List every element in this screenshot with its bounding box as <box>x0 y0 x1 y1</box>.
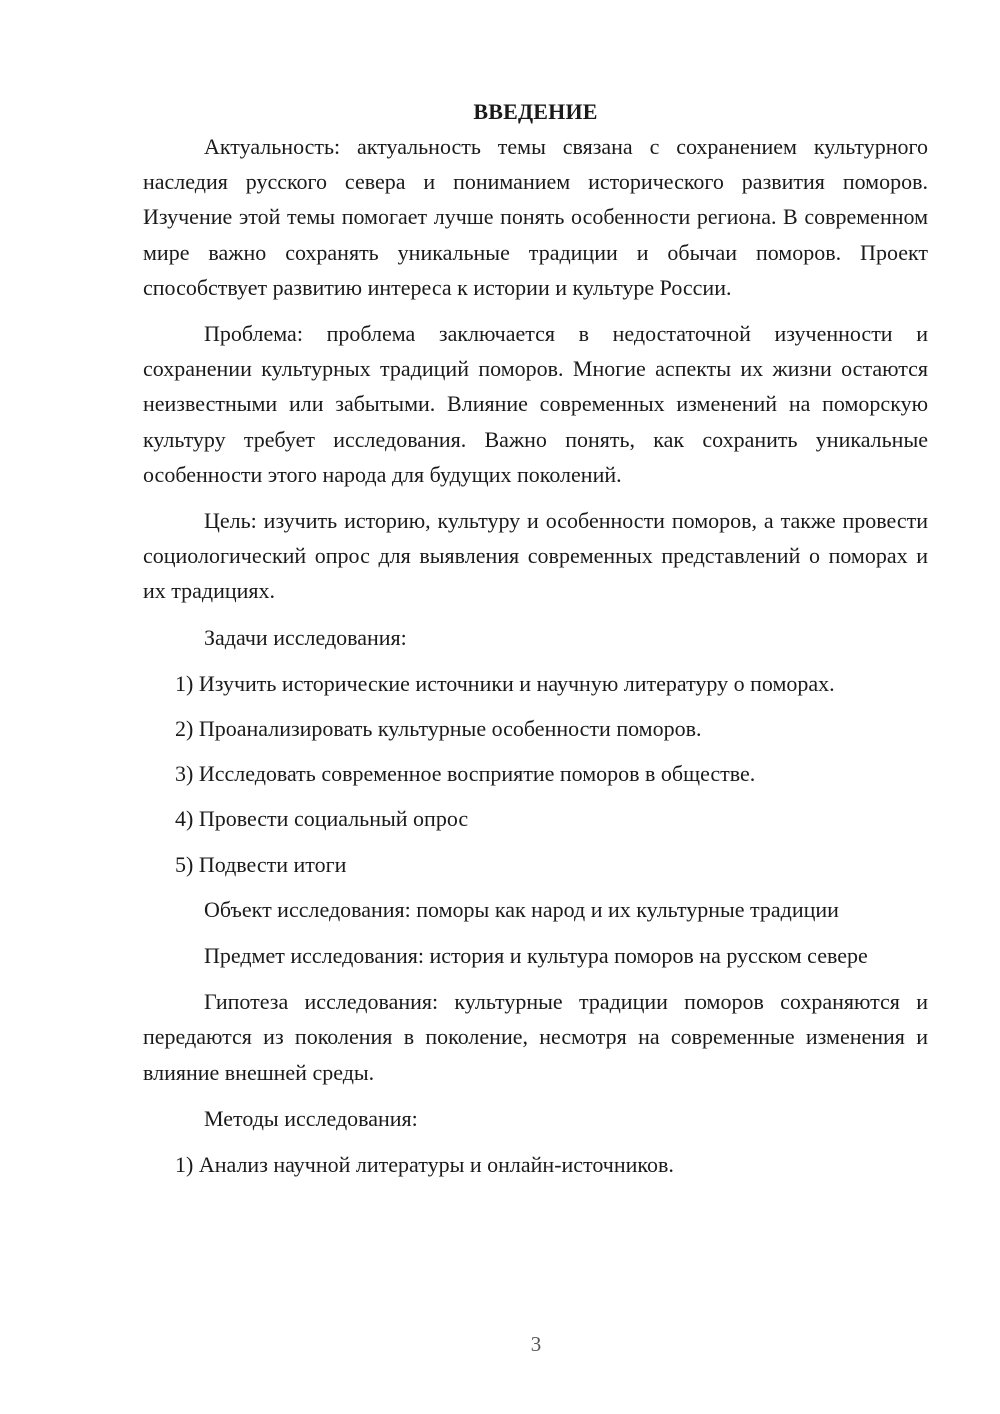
methods-heading: Методы исследования: <box>204 1105 418 1131</box>
tasks-heading: Задачи исследования: <box>204 624 407 650</box>
object-paragraph: Объект исследования: поморы как народ и их культурные традиции <box>204 896 839 922</box>
method-item-1: 1) Анализ научной литературы и онлайн-источников. <box>175 1152 674 1178</box>
task-item-4: 4) Провести социальный опрос <box>175 806 469 832</box>
task-item-5: 5) Подвести итоги <box>175 851 347 877</box>
task-item-3: 3) Исследовать современное восприятие поморов в обществе. <box>175 761 756 787</box>
subject-paragraph: Предмет исследования: история и культура поморов на русском севере <box>204 943 868 969</box>
section-heading: ВВЕДЕНИЕ <box>473 99 598 124</box>
hypothesis-paragraph: Гипотеза исследования: культурные традиции поморов сохраняются и передаются из поколения в поколение, несмотря на современные изменения и влияние внешней среды. <box>143 989 928 1085</box>
page-number: 3 <box>530 1332 542 1356</box>
goal-paragraph: Цель: изучить историю, культуру и особенности поморов, а также провести социологический опрос для выявления современных представлений о поморах и их традициях. <box>143 508 928 604</box>
problem-paragraph: Проблема: проблема заключается в недостаточной изученности и сохранении культурных традиций поморов. Многие аспекты их жизни остаются неизвестными или забытыми. Влияние современных изменений на поморскую культуру требует исследования. Важно понять, как сохранить уникальные особенности этого народа для будущих поколений. <box>143 321 928 487</box>
relevance-paragraph: Актуальность: актуальность темы связана с сохранением культурного наследия русского севера и пониманием исторического развития поморов. Изучение этой темы помогает лучше понять особенности региона. В современном мире важно сохранять уникальные традиции и обычаи поморов. Проект способствует развитию интереса к истории и культуре России. <box>143 134 928 300</box>
task-item-2: 2) Проанализировать культурные особенности поморов. <box>175 716 702 742</box>
task-item-1: 1) Изучить исторические источники и научную литературу о поморах. <box>175 670 835 696</box>
document-page <box>143 94 928 1192</box>
